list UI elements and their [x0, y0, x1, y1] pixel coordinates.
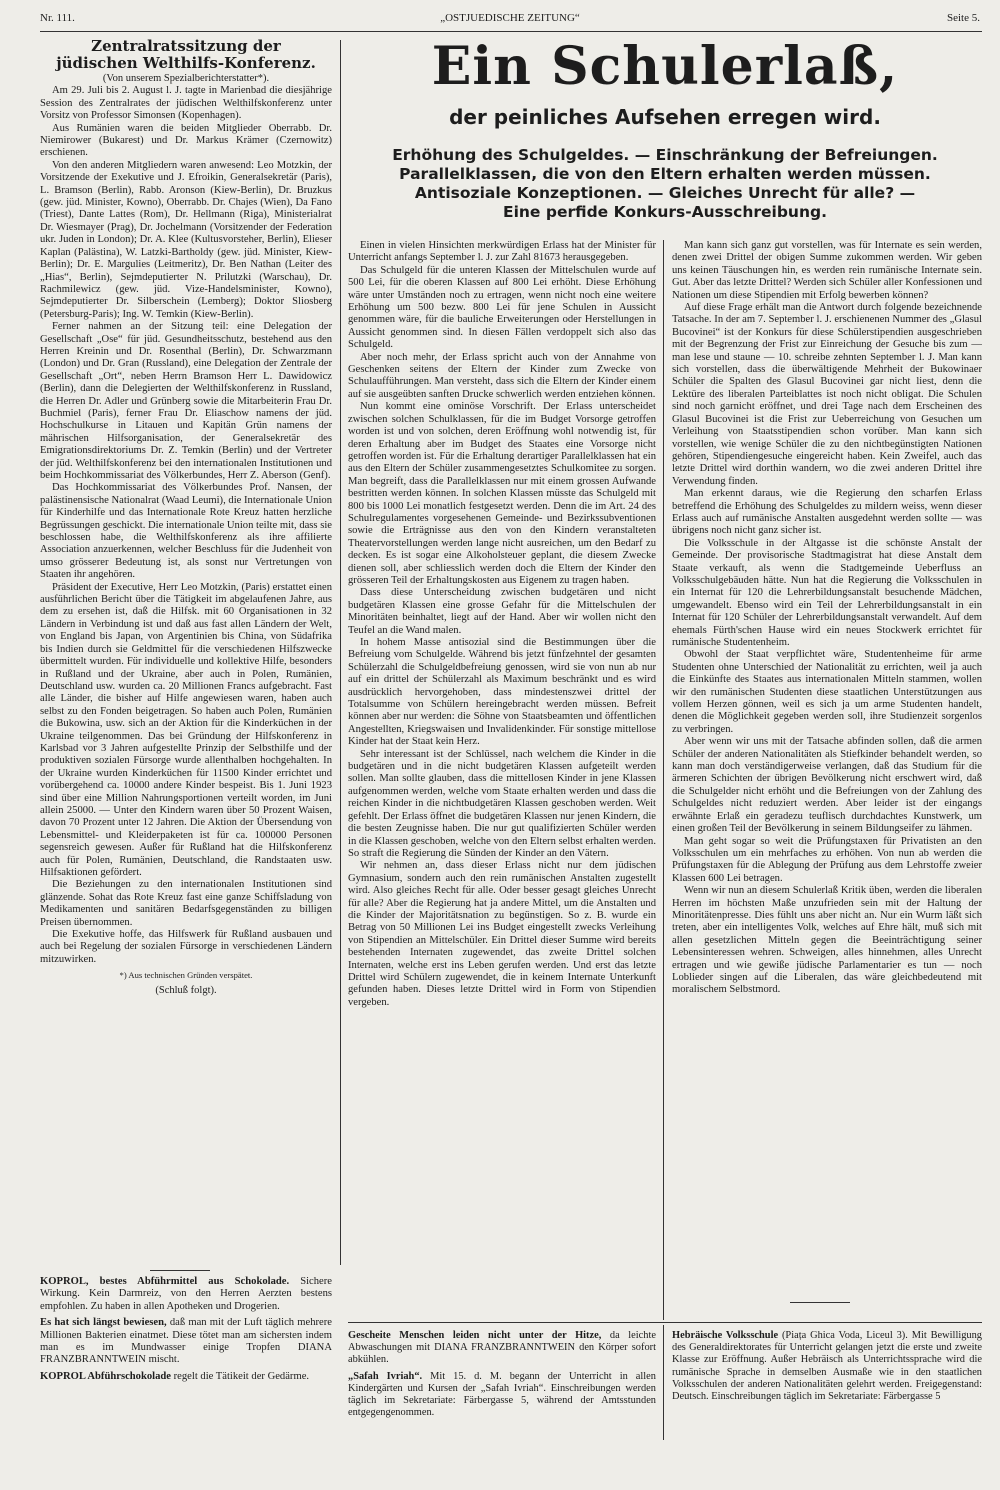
notice-diana-text: da leichte Abwaschungen mit DIANA FRANZBRANNTWEIN den Körper sofort abkühlen.	[348, 1330, 656, 1366]
left-article-footnote: *) Aus technischen Gründen verspätet.	[119, 970, 253, 981]
header-rule	[40, 31, 982, 32]
main-paragraph: Man erkennt daraus, wie die Regierung den scharfen Erlass betreffend die Erhöhung des Schulgeldes zu mildern weiss, wenn dieser Erlass auch auf rumänische Anstalten ausgedehnt werden sollte — was übrigens noch nicht ganz sicher ist.	[672, 488, 982, 537]
left-article-title-line1: Zentralratssitzung der	[91, 38, 281, 55]
main-paragraph: Auf diese Frage erhält man die Antwort durch folgende bezeichnende Tatsache. In der am 7. September l. J. erschienenen Nummer des „Glasul Bucovinei“ ist der Konkurs für diese Schülerstipendien ausgeschrieben mit der Begrenzung der Frist zur Einreichung der Gesuche bis zum — man lese und staune — 10. schreibe zehnten September l. J. Man kann sich vorstellen, dass die überwältigende Mehrheit der Bukowinaer Schüler die Spalten des Glasul Bucovinei gar nicht liest, denn die Lektüre des liberalen Parteiblattes ist noch nicht obligat. Die Schulen sind noch garnicht eröffnet, und drei Tage nach dem Erscheinen des Glasul Bucovinei ist die Frist zur Ueberreichung von Gesuchen um Verleihung von Staatsstipendien schon vorüber. Man kann sich vorstellen, wie wenige Schüler die zu den nichtbegünstigten Nationen gehören, Stipendiengesuche eingereicht haben. Kein Zweifel, auch das letzte Drittel wird dorthin wandern, wo die zwei anderen Drittel ihre Verwendung finden.	[672, 302, 982, 487]
main-paragraph: Aber wenn wir uns mit der Tatsache abfinden sollen, daß die armen Schüler der anderen Nationalitäten als Stiefkinder behandelt werden, so kann man doch verständigerweise verlangen, daß das Studium für die ärmeren Schichten der übrigen Bevölkerung nicht erschwert wird, daß die Schulgelder nicht erhöht und die Befreiungen von der Zahlung des Schulgeldes nicht reduziert werden. Aber leider ist der eingangs erwähnte Erlaß ein geradezu teuflisch durchdachtes Kunstwerk, um einen großen Teil der Bevölkerung in seinem Bildungseifer zu lähmen.	[672, 736, 982, 835]
notice-hebrew-lead: Hebräische Volksschule	[672, 1330, 779, 1341]
newspaper-name: „OSTJUEDISCHE ZEITUNG“	[440, 12, 580, 24]
main-paragraph: In hohem Masse antisozial sind die Bestimmungen über die Befreiung vom Schulgelde. Während bis jetzt fünfzehntel der gesamten Schülerzahl die Schulgeldbefreiung genossen, wird sie von nun ab nur auf ein drittel der Schülerzahl als Maximum beschränkt und es wird ausdrücklich hervorgehoben, dass mindestenszwei drittel der Totalsumme von Schülern hereingebracht werden müssen. Befreit können aber nur werden: die Söhne von Staatsbeamten und öffentlichen Angestellten, Kriegswaisen und Invalidenkinder. Für sonstige mittellose Kinder hat der Staat kein Herz.	[348, 637, 656, 748]
main-column-2	[672, 240, 982, 1300]
notice-hebrew-text: (Piața Ghica Voda, Liceul 3). Mit Bewilligung des Generaldirektorates für Unterricht gelangen jetzt die erste und zweite Klasse zur Eröffnung. Außer Hebräisch als Unterrichtssprache wird die rumänische Sprache in demselben Ausmaße wie in den staatlichen Volksschulen der anderen Nationalitäten gelehrt werden. Freigegenstand: Deutsch. Einschreibungen täglich im Sekretariate: Färbergasse 5	[672, 1330, 982, 1403]
main-paragraph: Man kann sich ganz gut vorstellen, was für Internate es sein werden, denen zwei Drittel der obigen Summe zukommen werden. Wir geben uns keinen Täuschungen hin, es werden rein rumänische Internate sein. Gut. Aber das letzte Drittel? Werden sich Schüler aller Konfessionen und Nationen um diese Stipendien mit Erfolg bewerben können?	[672, 240, 982, 301]
main-paragraph: Die Volksschule in der Altgasse ist die schönste Anstalt der Gemeinde. Der provisorische Stadtmagistrat hat diese Anstalt dem Staate verkauft, als wenn die Stadtgemeinde Ueberfluss an Volksschulgebäuden hätte. Nun hat die Regierung die Volksschulen in ein Internat für 120 die Lehrerbildungsanstalt besuchende Mädchen, umgewandelt. Ebenso wird ein Teil der Lehrerbildungsanstalt in ein Internat für 120 Schüler der Lehrerbildungsanstalt verwandelt. Auf dem ehemals Fürth'schen Hause wird ein neues Stockwerk errichtet für rumänische Studentenheim.	[672, 537, 982, 648]
ad-koprol	[40, 1276, 332, 1313]
main-paragraph: Aber noch mehr, der Erlass spricht auch von der Annahme von Geschenken seitens der Eltern der Kinder zum Zwecke von Schulaufführungen. Man versteht, dass sich die Eltern der Kinder einem auf sie ausgeübten sanften Drucke schwerlich werden entziehen können.	[348, 351, 656, 400]
notice-diana-lead: Gescheite Menschen leiden nicht unter der Hitze,	[348, 1330, 602, 1341]
main-paragraph: Einen in vielen Hinsichten merkwürdigen Erlass hat der Minister für Unterricht anfangs September l. J. zur Zahl 81673 herausgegeben.	[348, 240, 656, 264]
deck-line: Parallelklassen, die von den Eltern erhalten werden müssen.	[399, 165, 931, 183]
main-paragraph: Dass diese Unterscheidung zwischen budgetären und nicht budgetären Klassen eine grosse Gefahr für die Mittelschulen der Minoritäten beinhaltet, liegt auf der Hand. Aber wir wollen nicht den Teufel an die Wand malen.	[348, 587, 656, 636]
notice-diana	[348, 1330, 656, 1367]
left-article-title-line2: jüdischen Welthilfs-Konferenz.	[56, 54, 316, 72]
issue-number: Nr. 111.	[40, 12, 75, 24]
left-article-paragraph: Am 29. Juli bis 2. August l. J. tagte in Marienbad die diesjährige Session des Zentralrates der jüdischen Welthilfskonferenz unter Vorsitz von Professor Simonsen (Kopenhagen).	[40, 85, 332, 122]
column-rule-main	[663, 240, 664, 1320]
notice-safah-lead: „Safah Ivriah“.	[348, 1370, 423, 1382]
left-article-paragraph: Ferner nahmen an der Sitzung teil: eine Delegation der Gesellschaft „Ose“ für jüd. Gesundheitsschutz, bestehend aus den Herren Kreinin und Dr. Rosenthal (Berlin), Dr. Schwarzmann (London) und Dr. Gran (Russland), eine Delegation der Zentrale der Gesellschaft „Ort“, neben Herrn Bramson Herr L. Dawidowicz (Berlin), dann die Delegierten der Welthilfskonferenz in Russland, die Herren Dr. Adler und Grünberg sowie die Mitarbeiterin Frau Dr. Buchmiel (Paris), ferner Frau Dr. Eliaschow namens der jüd. Hochschulkurse in Litauen und Kapitän Grün namens der mährischen Hilfsorganisation, der Generalsekretär des Emigrationsdirektoriums Dr. Z. Temkin (Berlin) und der Vertreter der jüd. Welthilfskonferenz bei den internationalen Institutionen und beim Hochkommissariat des Völkerbundes, Herr Z. Aberson (Genf).	[40, 321, 332, 481]
bottom-notice-right	[672, 1330, 982, 1450]
left-article-paragraph: Präsident der Executive, Herr Leo Motzkin, (Paris) erstattet einen ausführlichen Bericht über die Tätigkeit im abgelaufenen Jahre, aus dem zu ersehen ist, daß die Hilfsk. mit 60 Organisationen in 32 Ländern in Verbindung ist und daß aus fast allen Ländern der Welt, von England bis Japan, von Argentinien bis China, von Südafrika bis Indien durch sie Geldmittel für die verschiedenen Hilfszwecke übermittelt wurden. Für individuelle und kollektive Hilfe, besonders in Rußland und der Ukraine, aber auch in Polen, Rumänien, Deutschland usw. wurden ca. 20 Millionen Francs aufgebracht. Fast alle Länder, die bisher auf Hilfe angewiesen waren, haben auch selbst zu den Fonden beigetragen. So haben auch Polen, Rumänien die Bukowina, usw. sich an der Aktion für die Kinderküchen in der Ukraine teilgenommen. Das bei Gründung der Hilfskonferenz in Karlsbad vor 3 Jahren aufgestellte Prinzip der Selbsthilfe und der produktiven sozialen Fürsorge wurde allenthalben hochgehalten. In der Ukraine wurden Kinderküchen für 11500 Kinder errichtet und vorübergehend ca. 10000 andere Kinder bespeist. Bis 1. Juni 1923 sind über eine Million Nahrungsportionen verteilt worden, im Juni allein 25000. — Unter den Kindern waren über 50 Prozent Waisen, davon 70 Prozent unter 12 Jahren. Die Aktion der Übersendung von Lebensmittel- und Kleiderpaketen ist für ca. 100000 Personen segensreich gewesen. Außer für Rußland hat die Hilfskonferenz auch für Polen, Rumänien, Deutschland, die Randstaaten usw. Hilfsaktionen gefördert.	[40, 581, 332, 878]
main-headline: Ein Schulerlaß,	[431, 36, 899, 97]
main-paragraph: Wenn wir nun an diesem Schulerlaß Kritik üben, werden die liberalen Herren im höchsten Maße unzufrieden sein mit der Haltung der Minoritätenpresse. Dies fühlt uns aber nicht an. Nur ein Wurm läßt sich treten, aber ein intelligentes Volk, welches auf Ehre hält, muß sich mit allen gesetzlichen Mitteln gegen die Beeinträchtigung seiner Lebensinteressen wehren. Schweigen, alles hinnehmen, alles Unrecht ertragen und wie gewiße jüdische Parlamentarier es tun — noch Loblieder singen auf die Liberalen, das wäre gleichbedeutend mit moralischem Selbstmord.	[672, 885, 982, 996]
ad-diana-lead: Es hat sich längst bewiesen,	[40, 1317, 167, 1329]
column-rule-bottom	[663, 1325, 664, 1440]
main-paragraph: Wir nehmen an, dass dieser Erlass nicht nur dem jüdischen Gymnasium, sondern auch den rein rumänischen Anstalten zugestellt wird. Also gleiches Recht für alle. Oder besser gesagt gleiches Unrecht für alle? Aber die Regierung hat ja andere Mittel, um die Anstalten und die Kinder der Majoritätsnation zu begünstigen. So z. B. wurde ein Betrag von 50 Millionen Lei ins Budget eingestellt zwecks Verleihung von Stipendien an Mittelschüler. Ein Drittel dieser Summe wird bereits bestehenden Internaten zugewendet, das zweite Drittel solchen Internaten, welche erst ins Leben gerufen werden. Und erst das letzte Drittel wird Schülern zugewendet, die in keinem Internate Unterkunft gefunden haben. Dieses letzte Drittel wird in Form von Stipendien vergeben.	[348, 860, 656, 1008]
left-article-continued: (Schluß folgt).	[155, 984, 217, 996]
ad-diana	[40, 1317, 332, 1367]
notice-hebrew-school	[672, 1330, 982, 1403]
left-ads	[40, 1276, 332, 1456]
left-ads-rule	[150, 1270, 210, 1271]
main-paragraph: Das Schulgeld für die unteren Klassen der Mittelschulen wurde auf 500 Lei, für die oberen Klassen auf 800 Lei erhöht. Diese Erhöhung wäre unter Umständen noch zu ertragen, wenn nicht noch eine weitere Erhöhung um 500 bezw. 800 Lei für jene Schulen in Aussicht genommen wäre, für die bauliche Erweiterungen oder Herstellungen in Aussicht genommen sind. In diesen Fällen verdoppelt sich also das Schulgeld.	[348, 264, 656, 351]
left-article-byline: (Von unserem Spezialberichterstatter*).	[102, 73, 270, 84]
ad-koprol-2-lead: KOPROL Abführschokolade	[40, 1370, 171, 1382]
left-article-paragraph: Von den anderen Mitgliedern waren anwesend: Leo Motzkin, der Vorsitzende der Exekutive und J. Efroikin, Generalsekretär (Paris), L. Bramson (Berlin), Rabb. Aronson (Kiew-Berlin), Dr. Bruzkus (gew. jüd. Minister, Kowno), Oberrabb. Dr. Chajes (Wien), Da Fano (Triest), Dante Lattes (Rom), Dr. Hellmann (Riga), Ministerialrat Dr. Wiesmayer (Prag), Dr. Jochelmann (Vorsitzender der Federation ukr. Juden in London); Dr. A. Klee (Kultusvorsteher, Berlin), Elieser Kaplan (Palästina), W. Latzki-Bartholdy (gew. jüd. Minister, Kiew-Berlin); Dr. E. Margulies (Leitmeritz), Dr. Ben Nathan (Leiter des „Hias“, Berlin), Sejmdeputierter N. Prilutzki (Warschau), Dr. Rachmilewicz (gew. jüd. Vize-Handelsminister, Kowno), Sejmdeputierter Dr. Silberschein (Lemberg); Doktor Sliosberg (Petersburg-Paris); Ing. W. Temkin (Kiew-Berlin).	[40, 159, 332, 320]
main-paragraph: Nun kommt eine ominöse Vorschrift. Der Erlass unterscheidet zwischen solchen Schulklassen, für die im Budget Vorsorge getroffen worden ist und von solchen, deren Eröffnung wohl notwendig ist, für deren Erhaltung aber im Budget des Staates eine Vorsorge nicht getroffen worden ist. Für die Erhaltung derartiger Parallelklassen hat ein aus den Eltern der Schüler zusammengesetztes Schulkomitee zu sorgen. Man begreift, dass die Parallelklassen nur mit einem grossen Aufwande bestritten werden können. In solchen Klassen müsste das Schulgeld mit 800 bis 1000 Lei monatlich festgesetzt werden. Denn die im Art. 24 des Schulregulamentes vorgesehenen Gemeinde- und Bezirkssubventionen sowie die Erträgnisse aus den von den Kindern veranstalteten Theatervorstellungen werden lange nicht ausreichen, um den Bedarf zu decken. Es ist sogar eine Alkoholsteuer geplant, die diesem Zwecke dienen soll, aber schliesslich werden doch die Eltern der Kinder den grösseren Teil der Erhaltungskosten aus Eigenem zu tragen haben.	[348, 401, 656, 586]
notice-safah-ivriah	[348, 1371, 656, 1420]
page-number: Seite 5.	[947, 12, 980, 24]
deck-line: Eine perfide Konkurs-Ausschreibung.	[503, 203, 827, 221]
bottom-notices-rule	[348, 1322, 982, 1323]
main-deck	[345, 146, 985, 222]
column-rule-left	[340, 40, 341, 1265]
deck-line: Erhöhung des Schulgeldes. — Einschränkung der Befreiungen.	[392, 146, 938, 164]
ad-koprol-lead: KOPROL, bestes Abführmittel aus Schokolade.	[40, 1276, 290, 1287]
main-paragraph: Man geht sogar so weit die Prüfungstaxen für Privatisten an den Volksschulen um ein mehrfaches zu erhöhen. Von nun ab werden die Prüfungstaxen für die Ablegung der Prüfung aus dem Lehrstoffe zweier Klassen 600 Lei betragen.	[672, 835, 982, 884]
left-column	[40, 38, 332, 1266]
left-article-paragraph: Aus Rumänien waren die beiden Mitglieder Oberrabb. Dr. Niemirower (Bukarest) und Dr. Markus Krämer (Czernowitz) erschienen.	[40, 122, 332, 159]
left-article-paragraph: Die Beziehungen zu den internationalen Institutionen sind glänzende. Sohat das Rote Kreuz fast eine ganze Schiffsladung von Medikamenten und sanitären Bedarfsgegenständen zu billigen Preisen übernommen.	[40, 879, 332, 928]
article-end-rule	[790, 1302, 850, 1303]
ad-koprol-2	[40, 1371, 332, 1383]
running-header	[40, 12, 980, 30]
left-article-paragraph: Die Exekutive hoffe, das Hilfswerk für Rußland ausbauen und auch bei Regelung der sozialen Fürsorge in verschiedenen Ländern mitzuwirken.	[40, 929, 332, 965]
main-column-1	[348, 240, 656, 1325]
main-subheadline: der peinliches Aufsehen erregen wird.	[449, 105, 881, 129]
main-paragraph: Sehr interessant ist der Schlüssel, nach welchem die Kinder in die budgetären und in die nicht budgetären Klassen aufgeteilt werden sollen. Man sollte glauben, dass die mittellosen Kinder in jene Klassen aufgenommen werden, welche vom Staate erhalten werden und dass die reichen Kinder in die nichtbudgetären Klassen geschoben werden. Weit gefehlt. Der Erlass öffnet die budgetären Klassen nur jenen Kindern, die die besten Zeugnisse haben. Die nur gut qualifizierten Schüler werden in die Klassen geschoben, welche von den Eltern selbst erhalten werden. So straft die Regierung die Sünden der Kinder an den Vätern.	[348, 748, 656, 859]
left-article-title	[40, 38, 332, 72]
deck-line: Antisoziale Konzeptionen. — Gleiches Unrecht für alle? —	[414, 184, 916, 202]
left-article-paragraph: Das Hochkommissariat des Völkerbundes Prof. Nansen, der palästinensische Nationalrat (Waad Leumi), die Internationale Union für Kinderhilfe und das Internationale Rote Kreuz hatten herzliche Begrüssungen geschickt. Die internationale Union teilte mit, dass sie beschlossen habe, die Welthilfskonferenz als ihre affilierte Association anzuerkennen, welcher Beschluss für die Judenheit von umso grösserer Bedeutung ist, als sonst nur Vertretungen von Staaten ihr angehören.	[40, 482, 332, 581]
notice-safah-text: Mit 15. d. M. begann der Unterricht in allen Kindergärten und Kursen der „Safah Ivriah“. Einschreibungen werden täglich im Sekretariate: Färbergasse 5, während der Amtsstunden entgegengenommen.	[348, 1370, 656, 1419]
ad-diana-text: daß man mit der Luft täglich mehrere Millionen Bakterien einatmet. Diese tötet man am sichersten indem man es im Mundwasser einige Tropfen DIANA FRANZBRANNTWEIN mischt.	[40, 1317, 332, 1366]
bottom-notices-left	[348, 1330, 656, 1450]
ad-koprol-2-text: regelt die Tätikeit der Gedärme.	[173, 1370, 310, 1382]
ad-koprol-text: Sichere Wirkung. Kein Darmreiz, von den Herren Aerzten bestens empfohlen. Zu haben in allen Apotheken und Drogerien.	[40, 1276, 332, 1312]
main-paragraph: Obwohl der Staat verpflichtet wäre, Studentenheime für arme Studenten ohne Unterschied der Nationalität zu errichten, weil ja auch die Einkünfte des Staates aus internationalen Mitteln stammen, wollen wir den rumänischen Studenten diese staatlichen Unterstützungen aus vollem Herzen gönnen, weil es sich ja um arme Studenten handelt, denen die Möglichkeit gegeben werden soll, ihre Studienzeit sorgenlos zu verbringen.	[672, 649, 982, 735]
